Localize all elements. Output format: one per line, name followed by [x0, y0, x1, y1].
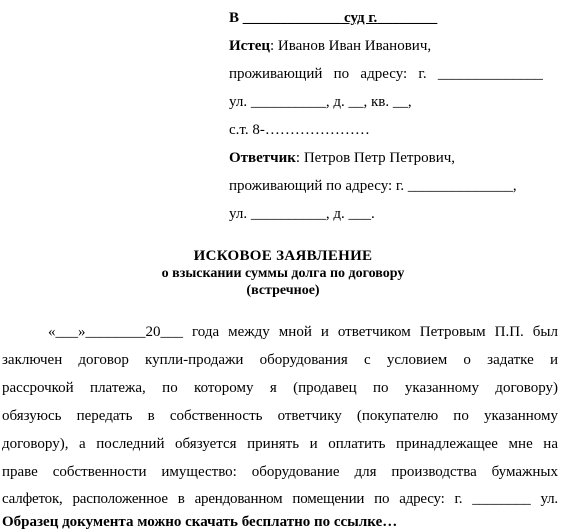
body-line-2: заключен договор купли-продажи оборудования с условием о задатке и — [2, 352, 558, 368]
court-prefix: В — [229, 10, 243, 26]
defendant-line — [229, 150, 455, 167]
plaintiff-address-blank: ______________ — [437, 66, 543, 82]
document-subtitle-note: (встречное) — [246, 283, 320, 298]
court-city-blank: ________ — [377, 10, 438, 26]
body-line-1: «___»________20___ года между мной и ответчиком Петровым П.П. был — [48, 324, 558, 340]
court-line — [229, 10, 437, 27]
body-line-3: рассрочкой платежа, по которому я (продавец по указанному договору) — [2, 380, 558, 396]
defendant-address-line: проживающий по адресу: г. ______________, — [229, 178, 517, 194]
court-blank: _____________ — [242, 10, 341, 26]
body-line-4: обязуюсь передать в собственность ответчику (покупателю по указанному — [2, 408, 558, 424]
body-line-5: договору), а последний обязуется принять и оплатить принадлежащее мне на — [2, 436, 558, 452]
body-line-7: салфеток, расположенное в арендованном помещении по адресу: г. ________ ул. — [2, 491, 558, 507]
plaintiff-address-prefix: проживающий по адресу: г. — [229, 66, 438, 82]
defendant-label: Ответчик — [229, 150, 296, 166]
plaintiff-phone-line: с.т. 8-………………… — [229, 122, 370, 138]
document-title: ИСКОВОЕ ЗАЯВЛЕНИЕ — [193, 248, 373, 264]
defendant-street-line: ул. __________, д. ___. — [229, 206, 375, 222]
download-link-text[interactable]: Образец документа можно скачать бесплатно по ссылке… — [2, 514, 398, 530]
plaintiff-address-line — [229, 66, 543, 83]
plaintiff-street-line: ул. __________, д. __, кв. __, — [229, 94, 412, 110]
plaintiff-label: Истец — [229, 38, 270, 54]
defendant-name: : Петров Петр Петрович, — [295, 150, 456, 166]
document-subtitle: о взыскании суммы долга по договору — [161, 266, 405, 281]
body-line-6: праве собственности имущество: оборудование для производства бумажных — [2, 464, 558, 480]
plaintiff-line — [229, 38, 431, 55]
court-suffix: суд г. — [340, 10, 378, 26]
plaintiff-name: : Иванов Иван Иванович, — [270, 38, 432, 54]
